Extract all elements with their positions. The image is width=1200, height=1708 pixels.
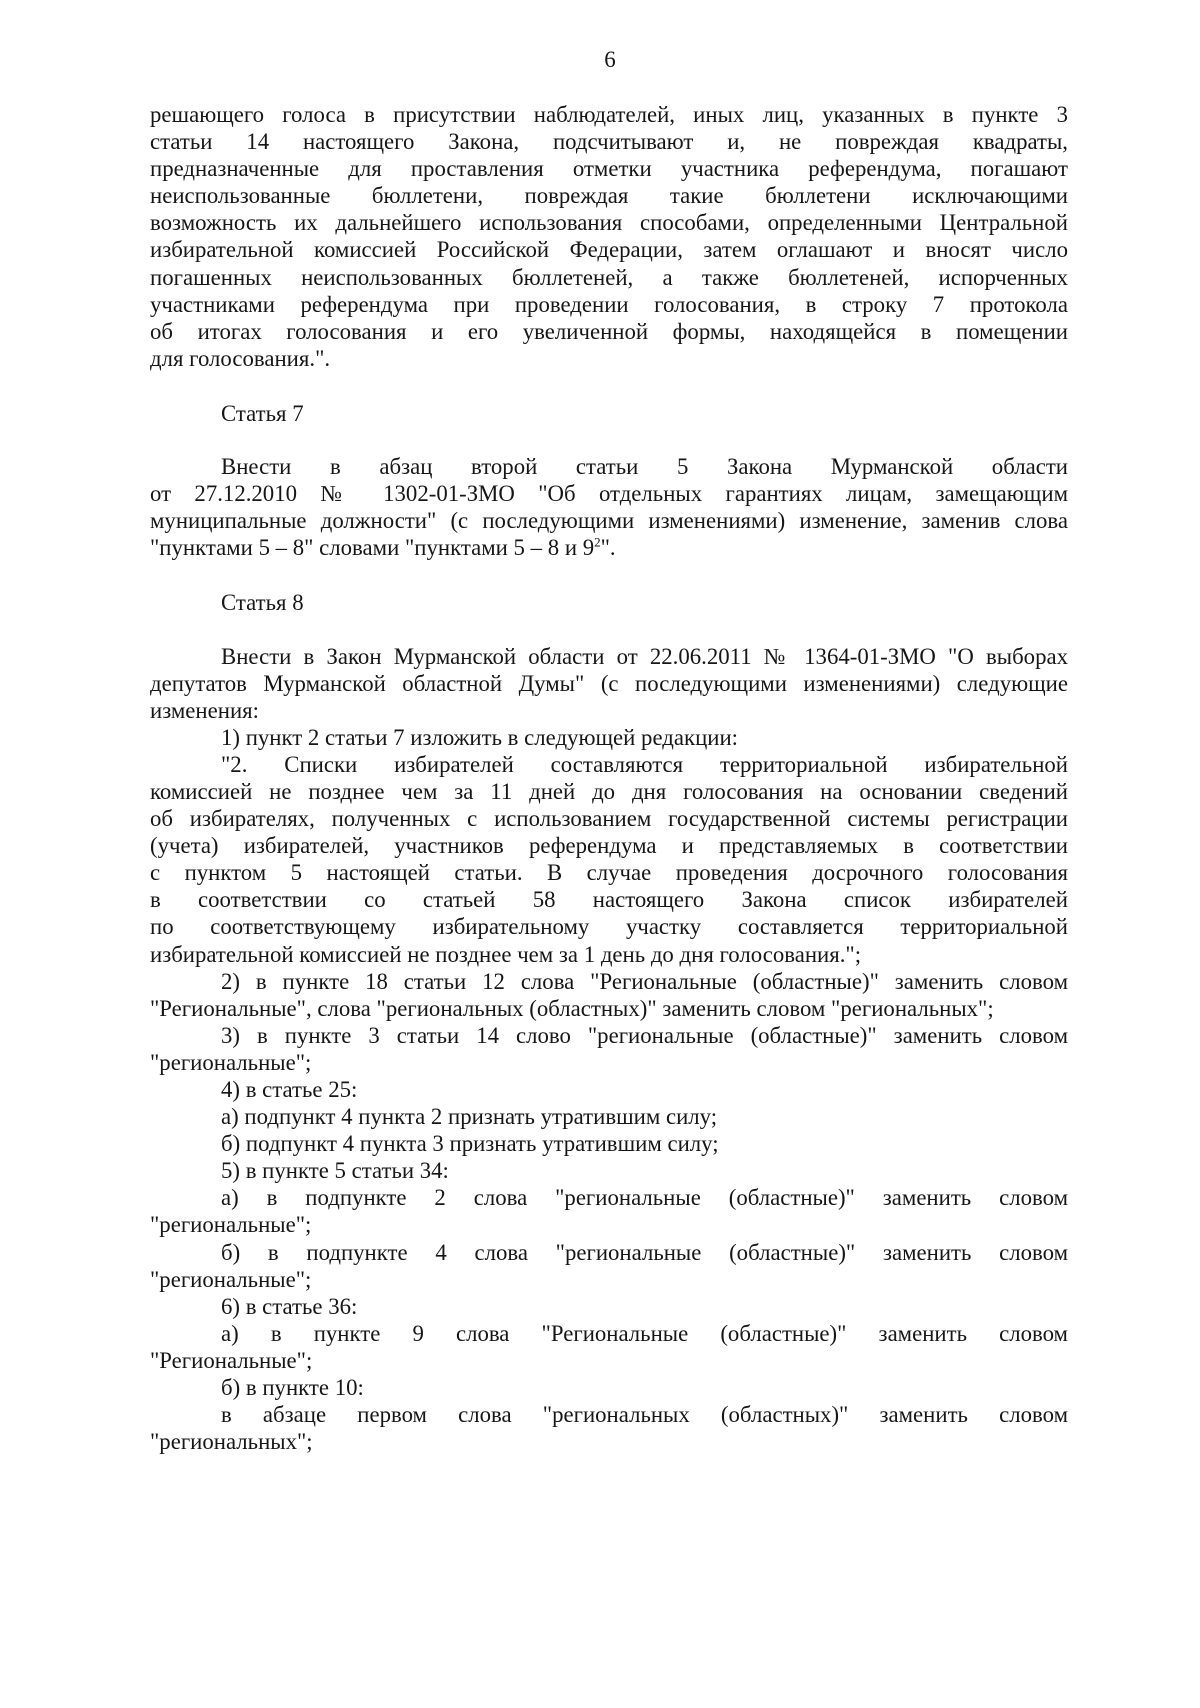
text-line: 6) в статье 36: (221, 1293, 358, 1319)
list-subitem (150, 1320, 1068, 1374)
text-line: "региональных"; (150, 1429, 313, 1455)
list-subitem (150, 1130, 1068, 1157)
text-line: по соответствующему избирательному участку составляется территориальной (150, 914, 1068, 940)
spacer (150, 561, 1068, 589)
article-8-intro (150, 643, 1068, 724)
quoted-paragraph (150, 751, 1068, 968)
article-7-heading: Статья 7 (221, 400, 304, 426)
text-line: в соответствии со статьей 58 настоящего Закона список избирателей (150, 887, 1068, 913)
text-line: б) подпункт 4 пункта 3 признать утратившим силу; (221, 1131, 719, 1157)
list-item (150, 1157, 1068, 1184)
text-fragment: ". (600, 535, 616, 561)
text-line: об итогах голосования и его увеличенной формы, находящейся в помещении (150, 318, 1068, 344)
text-line: б) в пункте 10: (221, 1375, 364, 1401)
text-line: (учета) избирателей, участников референдума и представляемых в соответствии (150, 833, 1068, 859)
text-line: Внести в абзац второй статьи 5 Закона Мурманской области (221, 454, 1068, 480)
text-line: изменения: (150, 697, 259, 723)
text-line: для голосования.". (150, 345, 331, 371)
text-line: 1) пункт 2 статьи 7 изложить в следующей редакции: (221, 724, 739, 750)
list-item (150, 1022, 1068, 1076)
text-line: 5) в пункте 5 статьи 34: (221, 1158, 449, 1184)
list-item (150, 1293, 1068, 1320)
text-line: "Региональные", слова "региональных (областных)" заменить словом "региональных"; (150, 995, 994, 1021)
list-subitem (150, 1239, 1068, 1293)
spacer (150, 372, 1068, 400)
text-line: "2. Списки избирателей составляются территориальной избирательной (221, 751, 1068, 777)
text-line: "региональные"; (150, 1049, 312, 1075)
list-subitem (150, 1184, 1068, 1238)
text-line: с пунктом 5 настоящей статьи. В случае проведения досрочного голосования (150, 860, 1068, 886)
text-line: "региональные"; (150, 1266, 312, 1292)
article-8-heading: Статья 8 (221, 590, 304, 616)
text-line: комиссией не позднее чем за 11 дней до дня голосования на основании сведений (150, 778, 1068, 804)
text-line: "Региональные"; (150, 1347, 313, 1373)
text-line: "региональные"; (150, 1212, 312, 1238)
text-line: участниками референдума при проведении голосования, в строку 7 протокола (150, 291, 1068, 317)
list-item (150, 724, 1068, 751)
text-line: б) в подпункте 4 слова "региональные (областные)" заменить словом (221, 1239, 1068, 1265)
text-line: а) в пункте 9 слова "Региональные (областные)" заменить словом (221, 1320, 1068, 1346)
text-line: 3) в пункте 3 статьи 14 слово "региональные (областные)" заменить словом (221, 1022, 1068, 1048)
text-line: возможность их дальнейшего использования способами, определенными Центральной (150, 210, 1068, 236)
list-subitem (150, 1374, 1068, 1401)
text-line (150, 534, 1068, 561)
text-line: погашенных неиспользованных бюллетеней, а также бюллетеней, испорченных (150, 264, 1068, 290)
text-line: а) подпункт 4 пункта 2 признать утратившим силу; (221, 1104, 718, 1130)
list-subitem (150, 1401, 1068, 1455)
text-line: муниципальные должности" (с последующими изменениями) изменение, заменив слова (150, 508, 1068, 534)
article-7-paragraph (150, 453, 1068, 561)
text-line: 4) в статье 25: (221, 1077, 358, 1102)
page-number: 6 (604, 47, 616, 72)
list-item (150, 968, 1068, 1022)
text-line: избирательной комиссией не позднее чем за 1 день до дня голосования."; (150, 941, 862, 967)
text-line: 2) в пункте 18 статьи 12 слова "Региональные (областные)" заменить словом (221, 968, 1068, 994)
text-line: депутатов Мурманской областной Думы" (с последующими изменениями) следующие (150, 670, 1068, 696)
text-line: избирательной комиссией Российской Федерации, затем оглашают и вносят число (150, 237, 1068, 263)
text-line: статьи 14 настоящего Закона, подсчитывают и, не повреждая квадраты, (150, 129, 1068, 155)
text-line: Внести в Закон Мурманской области от 22.06.2011 № 1364-01-ЗМО "О выборах (221, 643, 1068, 669)
paragraph-continuation (150, 101, 1068, 372)
text-line: от 27.12.2010 № 1302-01-ЗМО "Об отдельных гарантиях лицам, замещающим (150, 481, 1068, 507)
text-line: предназначенные для проставления отметки участника референдума, погашают (150, 156, 1068, 182)
text-line: в абзаце первом слова "региональных (областных)" заменить словом (221, 1402, 1068, 1428)
text-fragment: "пунктами 5 – 8" словами "пунктами 5 – 8 и 9 (150, 535, 595, 561)
spacer (150, 617, 1068, 643)
text-line: неиспользованные бюллетени, повреждая такие бюллетени исключающими (150, 183, 1068, 209)
body-text (150, 101, 1068, 1455)
text-line: об избирателях, полученных с использованием государственной системы регистрации (150, 806, 1068, 832)
text-line: а) в подпункте 2 слова "региональные (областные)" заменить словом (221, 1185, 1068, 1211)
list-item (150, 1076, 1068, 1103)
superscript: 2 (594, 534, 601, 550)
list-subitem (150, 1103, 1068, 1130)
spacer (150, 427, 1068, 453)
text-line: решающего голоса в присутствии наблюдателей, иных лиц, указанных в пункте 3 (150, 102, 1068, 127)
